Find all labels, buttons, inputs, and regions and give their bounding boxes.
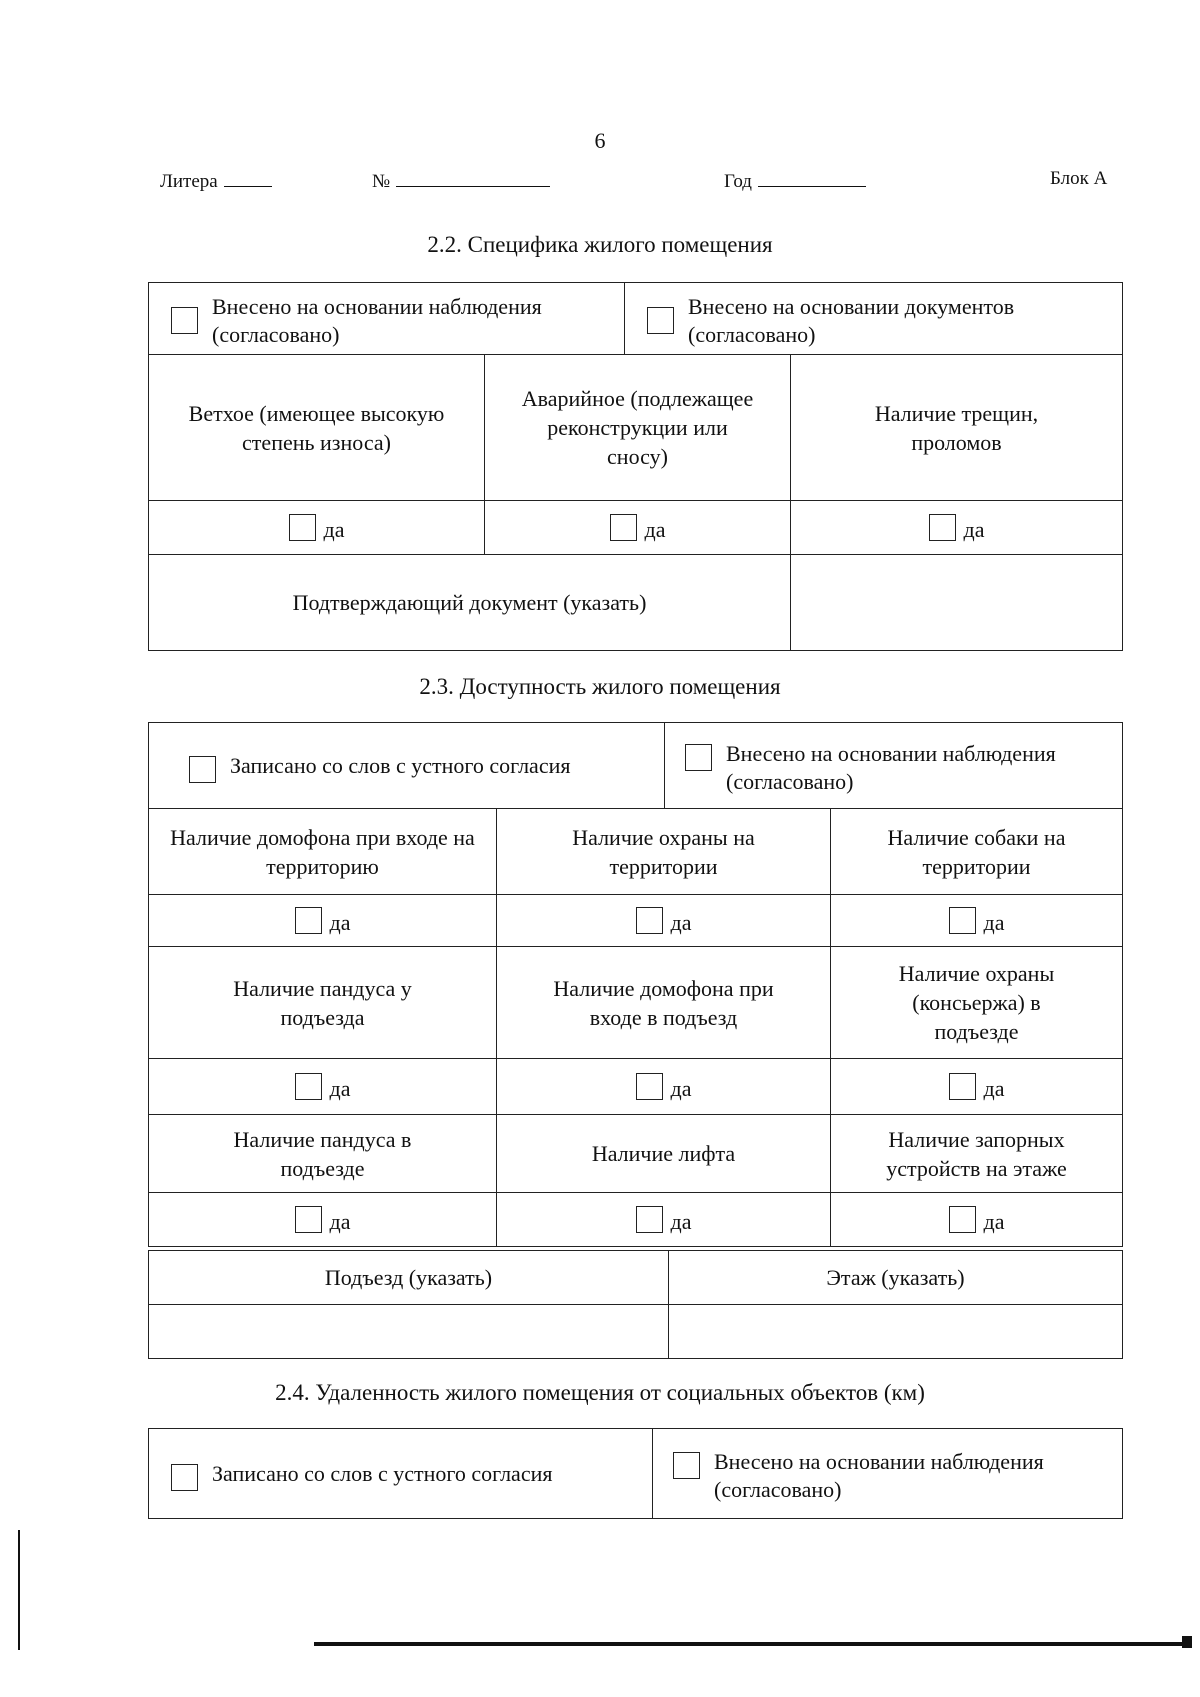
checkbox-cell (791, 501, 1123, 555)
source-oral-consent-checkbox[interactable] (171, 1464, 198, 1491)
section-2-2-criteria-table (148, 354, 1123, 651)
criterion-emergency-label: Аварийное (подлежащее реконструкции или сносу) (521, 386, 754, 469)
security-territory-checkbox[interactable] (636, 907, 663, 934)
source-oral-consent-cell (149, 1429, 653, 1519)
document-input-cell[interactable] (791, 555, 1123, 651)
scan-corner-mark (1182, 1636, 1192, 1648)
source-oral-consent-label: Записано со слов с устного согласия (212, 1461, 553, 1486)
locking-devices-checkbox[interactable] (949, 1206, 976, 1233)
intercom-entrance-label: Наличие домофона при входе в подъезд (553, 975, 774, 1030)
floor-label-cell (669, 1251, 1123, 1305)
number-label: № (372, 171, 391, 192)
yes-label: да (329, 1076, 351, 1101)
yes-label: да (670, 910, 692, 935)
yes-label: да (644, 517, 666, 542)
checkbox-cell (831, 1059, 1123, 1115)
source-observation-cell (665, 723, 1123, 809)
checkbox-cell (485, 501, 791, 555)
yes-label: да (329, 910, 351, 935)
dog-territory-checkbox[interactable] (949, 907, 976, 934)
ramp-entrance-checkbox[interactable] (295, 1073, 322, 1100)
section-2-3-source-table (148, 722, 1123, 809)
source-observation-label: Внесено на основании наблюдения (согласовано) (714, 1448, 1044, 1502)
checkbox-cell (497, 895, 831, 947)
criterion-label-cell (831, 1115, 1123, 1193)
emergency-yes-checkbox[interactable] (610, 514, 637, 541)
elevator-label: Наличие лифта (591, 1141, 736, 1166)
checkbox-cell (831, 895, 1123, 947)
concierge-checkbox[interactable] (949, 1073, 976, 1100)
criterion-label-cell (149, 809, 497, 895)
source-observation-checkbox[interactable] (685, 744, 712, 771)
source-documents-checkbox[interactable] (647, 307, 674, 334)
intercom-territory-label: Наличие домофона при входе на территорию (170, 824, 475, 879)
entrance-label-cell (149, 1251, 669, 1305)
criterion-label-cell (149, 355, 485, 501)
criterion-label-cell (831, 947, 1123, 1059)
ramp-entrance-label: Наличие пандуса у подъезда (233, 975, 412, 1030)
number-field (372, 168, 550, 193)
yes-label: да (670, 1076, 692, 1101)
yes-label: да (983, 1209, 1005, 1234)
litera-input-line[interactable] (224, 168, 272, 187)
criterion-label-cell (497, 1115, 831, 1193)
section-2-2-source-table (148, 282, 1123, 355)
year-label: Год (724, 171, 752, 192)
scan-edge-line (18, 1530, 20, 1650)
source-observation-checkbox[interactable] (673, 1452, 700, 1479)
section-2-4-source-table (148, 1428, 1123, 1519)
criterion-label-cell (497, 809, 831, 895)
number-input-line[interactable] (396, 168, 550, 187)
litera-label: Литера (160, 171, 218, 192)
dog-territory-label: Наличие собаки на территории (887, 824, 1066, 879)
section-2-3-criteria-table (148, 808, 1123, 1247)
section-2-2-title: 2.2. Специфика жилого помещения (427, 232, 773, 257)
criterion-label-cell (831, 809, 1123, 895)
yes-label: да (983, 910, 1005, 935)
criterion-label-cell (149, 1115, 497, 1193)
source-observation-label: Внесено на основании наблюдения (согласовано) (726, 740, 1056, 794)
source-documents-label: Внесено на основании документов (согласовано) (688, 293, 1015, 347)
checkbox-cell (149, 1193, 497, 1247)
dilapidated-yes-checkbox[interactable] (289, 514, 316, 541)
source-observation-cell (653, 1429, 1123, 1519)
source-oral-consent-checkbox[interactable] (189, 756, 216, 783)
block-label: Блок А (1050, 168, 1108, 189)
ramp-inside-checkbox[interactable] (295, 1206, 322, 1233)
section-2-4-title: 2.4. Удаленность жилого помещения от социальных объектов (км) (275, 1380, 925, 1405)
source-observation-cell (149, 283, 625, 355)
entrance-label: Подъезд (указать) (324, 1265, 493, 1290)
document-label-cell (149, 555, 791, 651)
checkbox-cell (149, 895, 497, 947)
criterion-label-cell (791, 355, 1123, 501)
elevator-checkbox[interactable] (636, 1206, 663, 1233)
yes-label: да (983, 1076, 1005, 1101)
criterion-cracks-label: Наличие трещин, проломов (874, 400, 1039, 455)
criterion-label-cell (485, 355, 791, 501)
scan-bottom-line (314, 1642, 1182, 1646)
security-territory-label: Наличие охраны на территории (572, 824, 755, 879)
ramp-inside-label: Наличие пандуса в подъезде (233, 1126, 412, 1181)
yes-label: да (323, 517, 345, 542)
intercom-territory-checkbox[interactable] (295, 907, 322, 934)
criterion-label-cell (149, 947, 497, 1059)
year-field (724, 168, 866, 193)
floor-label: Этаж (указать) (826, 1265, 965, 1290)
checkbox-cell (497, 1193, 831, 1247)
entrance-input-cell[interactable] (149, 1305, 669, 1359)
checkbox-cell (497, 1059, 831, 1115)
source-oral-consent-label: Записано со слов с устного согласия (230, 753, 571, 778)
source-oral-consent-cell (149, 723, 665, 809)
floor-input-cell[interactable] (669, 1305, 1123, 1359)
section-2-3-location-table (148, 1250, 1123, 1359)
checkbox-cell (149, 1059, 497, 1115)
source-documents-cell (625, 283, 1123, 355)
source-observation-checkbox[interactable] (171, 307, 198, 334)
yes-label: да (329, 1209, 351, 1234)
checkbox-cell (831, 1193, 1123, 1247)
concierge-label: Наличие охраны (консьержа) в подъезде (898, 961, 1055, 1044)
year-input-line[interactable] (758, 168, 866, 187)
page-number: 6 (594, 128, 606, 153)
intercom-entrance-checkbox[interactable] (636, 1073, 663, 1100)
checkbox-cell (149, 501, 485, 555)
source-observation-label: Внесено на основании наблюдения (согласовано) (212, 293, 542, 347)
section-2-3-title: 2.3. Доступность жилого помещения (419, 674, 781, 699)
litera-field (160, 168, 272, 193)
yes-label: да (670, 1209, 692, 1234)
document-label: Подтверждающий документ (указать) (292, 590, 647, 615)
criterion-dilapidated-label: Ветхое (имеющее высокую степень износа) (188, 400, 445, 455)
yes-label: да (963, 517, 985, 542)
cracks-yes-checkbox[interactable] (929, 514, 956, 541)
criterion-label-cell (497, 947, 831, 1059)
locking-devices-label: Наличие запорных устройств на этаже (886, 1126, 1067, 1181)
